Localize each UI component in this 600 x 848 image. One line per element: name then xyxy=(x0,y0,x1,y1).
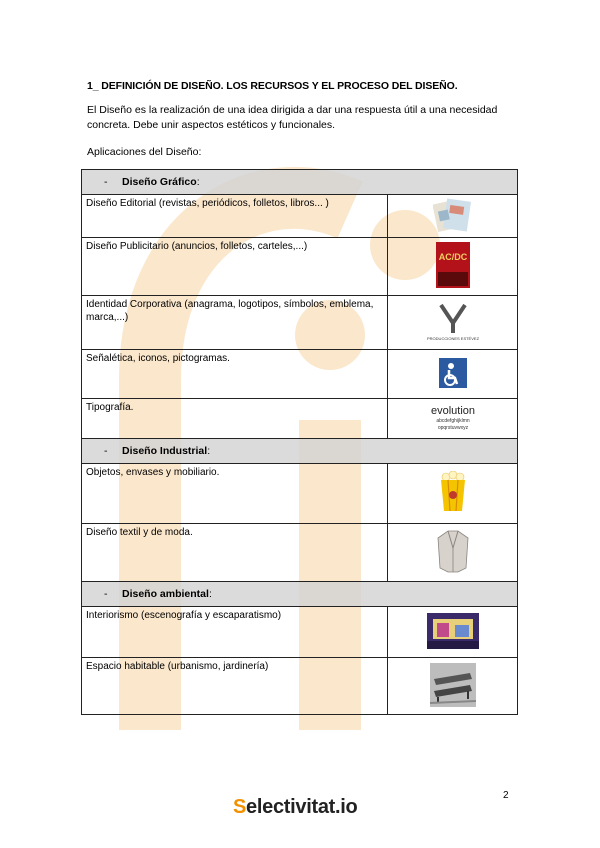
magazines-thumbnail xyxy=(433,196,473,234)
bench-thumbnail xyxy=(430,663,476,707)
svg-text:AC/DC: AC/DC xyxy=(438,252,467,262)
table-row xyxy=(82,658,518,715)
table-row xyxy=(82,607,518,658)
jacket-thumbnail xyxy=(436,528,470,574)
intro-paragraph: El Diseño es la realización de una idea dirigida a dar una respuesta útil a una necesidad concreta. Debe unir aspectos estéticos y funcionales. xyxy=(87,104,498,131)
page-number: 2 xyxy=(503,790,509,801)
row-label: Interiorismo (escenografía y escaparatismo) xyxy=(82,607,388,658)
table-row xyxy=(82,238,518,296)
row-label: Diseño Publicitario (anuncios, folletos, carteles,...) xyxy=(82,238,388,296)
table-row xyxy=(82,464,518,524)
logo-accent: S xyxy=(233,796,247,818)
table-row xyxy=(82,399,518,439)
row-label: Espacio habitable (urbanismo, jardinería) xyxy=(82,658,388,715)
footer-logo xyxy=(233,796,357,819)
stage-thumbnail xyxy=(427,613,479,649)
row-label: Objetos, envases y mobiliario. xyxy=(82,464,388,524)
poster-thumbnail xyxy=(436,242,470,288)
logo-text: electivitat.io xyxy=(246,796,358,818)
table-row xyxy=(82,296,518,350)
sign-thumbnail xyxy=(437,356,469,390)
section-title: Diseño ambiental xyxy=(122,588,209,600)
svg-text:opqrstuvwxyz: opqrstuvwxyz xyxy=(437,425,468,431)
section-header-ambiental: - Diseño ambiental: xyxy=(82,582,518,607)
section-title: Diseño Gráfico xyxy=(122,176,197,188)
row-label: Diseño Editorial (revistas, periódicos, folletos, libros... ) xyxy=(82,195,388,238)
row-label: Señalética, iconos, pictogramas. xyxy=(82,350,388,399)
table-row xyxy=(82,195,518,238)
section-header-grafico: - Diseño Gráfico: xyxy=(82,170,518,195)
row-label: Tipografía. xyxy=(82,399,388,439)
row-label: Diseño textil y de moda. xyxy=(82,524,388,582)
section-title: Diseño Industrial xyxy=(122,445,208,457)
section-header-industrial: - Diseño Industrial: xyxy=(82,439,518,464)
svg-text:PRODUCCIONES ESTÉVEZ: PRODUCCIONES ESTÉVEZ xyxy=(426,336,479,341)
row-label: Identidad Corporativa (anagrama, logotipos, símbolos, emblema, marca,...) xyxy=(82,296,388,350)
svg-text:abcdefghijklmn: abcdefghijklmn xyxy=(435,418,470,424)
logo-thumbnail xyxy=(427,301,479,341)
table-row xyxy=(82,524,518,582)
svg-text:evolution: evolution xyxy=(430,405,475,417)
popcorn-box-thumbnail xyxy=(438,471,468,513)
applications-label: Aplicaciones del Diseño: xyxy=(87,146,202,158)
section-heading: 1_ DEFINICIÓN DE DISEÑO. LOS RECURSOS Y EL PROCESO DEL DISEÑO. xyxy=(87,80,458,92)
table-row xyxy=(82,350,518,399)
typography-thumbnail xyxy=(423,402,483,432)
design-applications-table xyxy=(81,169,518,715)
